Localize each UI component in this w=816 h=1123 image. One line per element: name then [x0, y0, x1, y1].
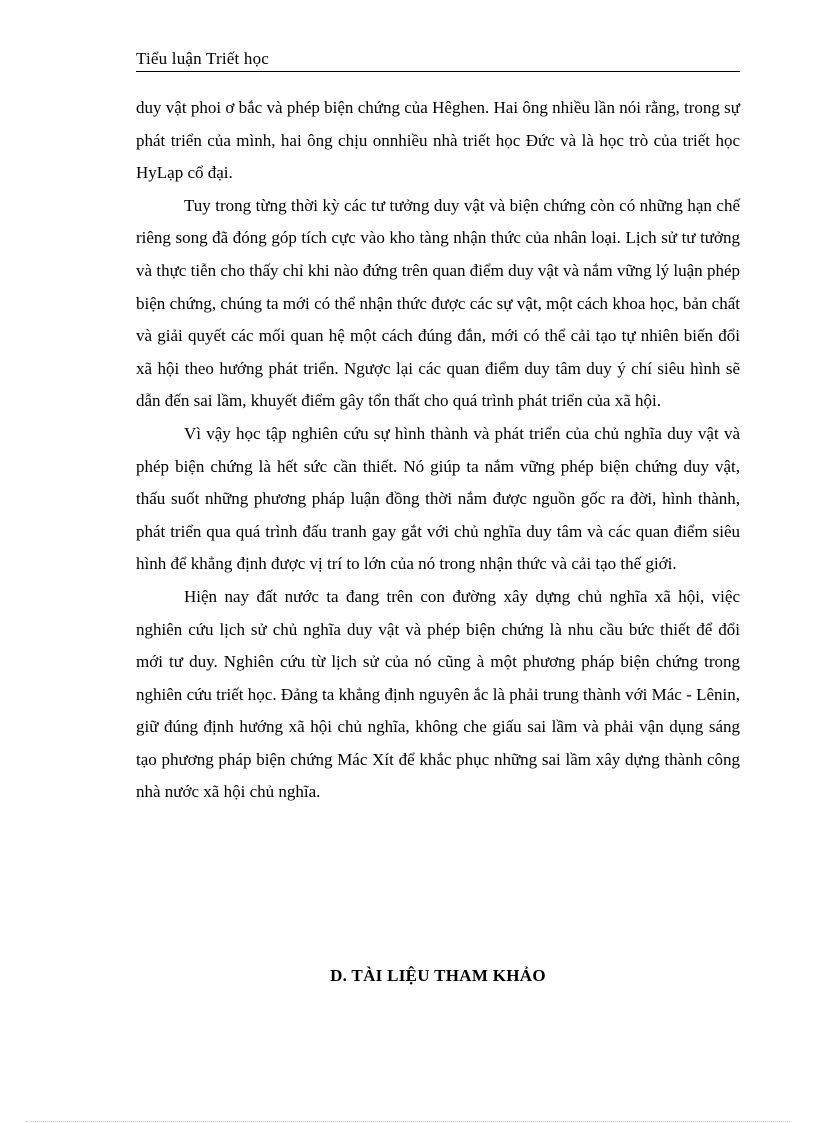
running-header: Tiểu luận Triết học	[136, 48, 740, 72]
paragraph-4: Hiện nay đất nước ta đang trên con đường xây dựng chủ nghĩa xã hội, việc nghiên cứu lịch sử chủ nghĩa duy vật và phép biện chứng là nhu cầu bức thiết để đổi mới tư duy. Nghiên cứu từ lịch sử của nó cũng à một phương pháp biện chứng trong nghiên cứu triết học. Đảng ta khẳng định nguyên ắc là phải trung thành với Mác - Lênin, giữ đúng định hướng xã hội chủ nghĩa, không che giấu sai lầm và phải vận dụng sáng tạo phương pháp biện chứng Mác Xít để khắc phục những sai lầm xây dựng thành công nhà nước xã hội chủ nghĩa.	[136, 586, 740, 802]
section-heading: D. TÀI LIỆU THAM KHẢO	[330, 966, 546, 985]
paragraph-3: Vì vậy học tập nghiên cứu sự hình thành và phát triển của chủ nghĩa duy vật và phép biện chứng là hết sức cần thiết. Nó giúp ta nắm vững phép biện chứng duy vật, thấu suốt những phương pháp luận đồng thời nắm được nguồn gốc ra đời, hình thành, phát triển qua quá trình đấu tranh gay gắt với chủ nghĩa duy tâm và các quan điểm siêu hình để khẳng định được vị trí to lớn của nó trong nhận thức và cải tạo thế giới.	[136, 423, 740, 574]
body-text	[136, 92, 740, 809]
paragraph-1: duy vật phoi ơ bắc và phép biện chứng của Hêghen. Hai ông nhiều lần nói rằng, trong sự phát triển của mình, hai ông chịu onnhiều nhà triết học Đức và là học trò của triết học HyLạp cổ đại.	[136, 98, 740, 183]
page-bottom-divider	[26, 1121, 790, 1122]
paragraph-2: Tuy trong từng thời kỳ các tư tưởng duy vật và biện chứng còn có những hạn chế riêng song đã đóng góp tích cực vào kho tàng nhận thức của nhân loại. Lịch sử tư tưởng và thực tiễn cho thấy chỉ khi nào đứng trên quan điểm duy vật và nắm vững lý luận phép biện chứng, chúng ta mới có thể nhận thức được các sự vật, một cách khoa học, bản chất và giải quyết các mối quan hệ một cách đúng đắn, mới có thể cải tạo tự nhiên biến đổi xã hội theo hướng phát triển. Ngược lại các quan điểm duy tâm duy ý chí siêu hình sẽ dẫn đến sai lầm, khuyết điểm gây tổn thất cho quá trình phát triển của xã hội.	[136, 195, 740, 411]
